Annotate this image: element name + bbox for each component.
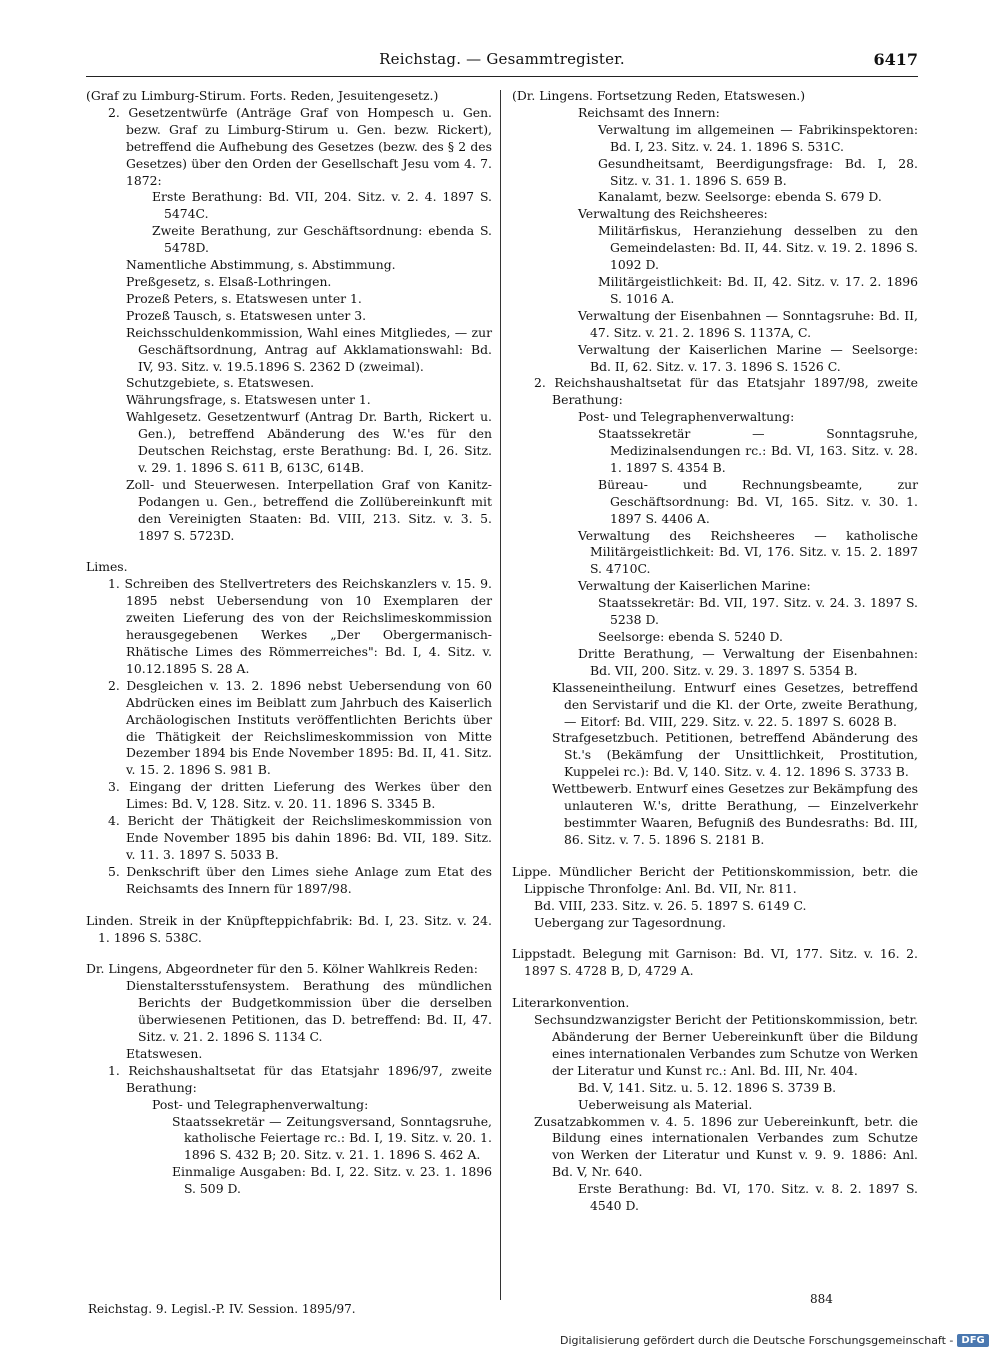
index-entry: Ueberweisung als Material. (578, 1096, 753, 1112)
index-entry: Linden. Streik in der Knüpfteppichfabrik: Bd. I, 23. Sitz. v. 24. 1. 1896 S. 538C. (86, 912, 492, 945)
index-entry: Bd. VIII, 233. Sitz. v. 26. 5. 1897 S. 6149 C. (534, 897, 807, 913)
index-entry: 2. Gesetzentwürfe (Anträge Graf von Hompesch u. Gen. bezw. Graf zu Limburg-Stirum u. Gen. bezw. Rickert), betreffend die Aufhebung des Gesetzes (bezw. des § 2 des Gesetzes) über den Orden der Gesellschaft Jesu vom 4. 7. 1872: (108, 104, 492, 188)
index-entry: Verwaltung der Kaiserlichen Marine: (578, 578, 811, 594)
dfg-logo: DFG (957, 1334, 988, 1347)
index-entry: Bd. V, 141. Sitz. u. 5. 12. 1896 S. 3739 B. (578, 1079, 837, 1095)
index-entry: Militärgeistlichkeit: Bd. II, 42. Sitz. v. 17. 2. 1896 S. 1016 A. (598, 273, 918, 306)
index-entry: Zoll- und Steuerwesen. Interpellation Graf von Kanitz-Podangen u. Gen., betreffend die Zollübereinkunft mit den Vereinigten Staaten: Bd. VIII, 213. Sitz. v. 3. 5. 1897 S. 5723D. (126, 476, 492, 543)
index-entry: Kanalamt, bezw. Seelsorge: ebenda S. 679 D. (598, 189, 882, 205)
index-entry: Etatswesen. (126, 1045, 203, 1061)
index-entry: Reichsschuldenkommission, Wahl eines Mitgliedes, — zur Geschäftsordnung, Antrag auf Akklamationswahl: Bd. IV, 93. Sitz. v. 19.5.1896 S. 2362 D (zweimal). (126, 324, 492, 374)
index-entry: 3. Eingang der dritten Lieferung des Werkes über den Limes: Bd. V, 128. Sitz. v. 20. 11. 1896 S. 3345 B. (108, 779, 492, 812)
index-entry: Verwaltung des Reichsheeres: (578, 206, 768, 222)
index-entry: Gesundheitsamt, Beerdigungsfrage: Bd. I, 28. Sitz. v. 31. 1. 1896 S. 659 B. (598, 155, 918, 188)
footer-sheet-number: 884 (810, 1292, 833, 1306)
index-entry: Post- und Telegraphenverwaltung: (578, 409, 795, 425)
index-entry: Post- und Telegraphenverwaltung: (152, 1096, 369, 1112)
index-entry: Verwaltung im allgemeinen — Fabrikinspektoren: Bd. I, 23. Sitz. v. 24. 1. 1896 S. 531C. (598, 121, 918, 154)
index-entry: Wahlgesetz. Gesetzentwurf (Antrag Dr. Barth, Rickert u. Gen.), betreffend Abänderung des W.'es für den Deutschen Reichstag, erste Berathung: Bd. I, 26. Sitz. v. 29. 1. 1896 S. 611 B, 613C, 614B. (126, 409, 492, 475)
index-entry: Preßgesetz, s. Elsaß-Lothringen. (126, 273, 332, 289)
index-entry: Uebergang zur Tagesordnung. (534, 914, 726, 930)
index-entry: Literarkonvention. (512, 995, 630, 1011)
index-entry: Zusatzabkommen v. 4. 5. 1896 zur Uebereinkunft, betr. die Bildung eines internationalen Verbandes zum Schutze von Werken der Literatur und Kunst v. 9. 9. 1886: Anl. Bd. V, Nr. 640. (534, 1113, 918, 1180)
left-column (86, 88, 492, 1198)
index-entry: 5. Denkschrift über den Limes siehe Anlage zum Etat des Reichsamts des Innern für 1897/98. (108, 863, 492, 896)
page-number: 6417 (873, 50, 918, 69)
index-entry: Dienstaltersstufensystem. Berathung des mündlichen Berichts der Budgetkommission über die derselben überwiesenen Petitionen, das D. betreffend: Bd. II, 47. Sitz. v. 21. 2. 1896 S. 1134 C. (126, 978, 492, 1045)
index-entry: Klasseneintheilung. Entwurf eines Gesetzes, betreffend den Servistarif und die Kl. der Orte, zweite Berathung, — Eitorf: Bd. VIII, 229. Sitz. v. 22. 5. 1897 S. 6028 B. (552, 679, 918, 729)
index-entry: Verwaltung der Kaiserlichen Marine — Seelsorge: Bd. II, 62. Sitz. v. 17. 3. 1896 S. 1526 C. (578, 341, 918, 374)
credit-text: Digitalisierung gefördert durch die Deutsche Forschungsgemeinschaft - (560, 1334, 954, 1347)
digitization-credit (560, 1334, 989, 1347)
index-entry: Prozeß Peters, s. Etatswesen unter 1. (126, 290, 362, 306)
index-entry: (Dr. Lingens. Fortsetzung Reden, Etatswesen.) (512, 88, 806, 103)
index-entry: Namentliche Abstimmung, s. Abstimmung. (126, 257, 396, 273)
column-divider (500, 90, 501, 1300)
index-entry: Einmalige Ausgaben: Bd. I, 22. Sitz. v. 23. 1. 1896 S. 509 D. (172, 1164, 492, 1197)
index-entry: Erste Berathung: Bd. VII, 204. Sitz. v. 2. 4. 1897 S. 5474C. (152, 189, 492, 222)
footer-imprint: Reichstag. 9. Legisl.-P. IV. Session. 1895/97. (88, 1302, 356, 1316)
index-entry: Wettbewerb. Entwurf eines Gesetzes zur Bekämpfung des unlauteren W.'s, dritte Berathung, — Einzelverkehr bestimmter Waaren, Befugniß des Bundesraths: Bd. III, 86. Sitz. v. 7. 5. 1896 S. 2181 B. (552, 781, 918, 847)
running-title: Reichstag. — Gesammtregister. (379, 50, 625, 68)
index-entry: Schutzgebiete, s. Etatswesen. (126, 375, 315, 391)
index-entry: Lippe. Mündlicher Bericht der Petitionskommission, betr. die Lippische Thronfolge: Anl. Bd. VII, Nr. 811. (512, 863, 918, 896)
index-entry: Verwaltung der Eisenbahnen — Sonntagsruhe: Bd. II, 47. Sitz. v. 21. 2. 1896 S. 1137A, C. (578, 307, 918, 340)
index-entry: Dr. Lingens, Abgeordneter für den 5. Kölner Wahlkreis Reden: (86, 961, 478, 977)
index-entry: Lippstadt. Belegung mit Garnison: Bd. VI, 177. Sitz. v. 16. 2. 1897 S. 4728 B, D, 4729 A. (512, 946, 918, 979)
index-entry: Limes. (86, 559, 128, 575)
index-entry: Zweite Berathung, zur Geschäftsordnung: ebenda S. 5478D. (152, 223, 492, 256)
running-header (86, 46, 918, 77)
right-column (512, 88, 918, 1215)
index-entry: Staatssekretär — Zeitungsversand, Sonntagsruhe, katholische Feiertage rc.: Bd. I, 19. Sitz. v. 20. 1. 1896 S. 432 B; 20. Sitz. v. 21. 1. 1896 S. 462 A. (172, 1113, 492, 1163)
index-entry: Staatssekretär — Sonntagsruhe, Medizinalsendungen rc.: Bd. VI, 163. Sitz. v. 28. 1. 1897 S. 4354 B. (598, 426, 918, 475)
index-entry: Reichsamt des Innern: (578, 104, 720, 120)
index-entry: Prozeß Tausch, s. Etatswesen unter 3. (126, 307, 367, 323)
index-entry: (Graf zu Limburg-Stirum. Forts. Reden, Jesuitengesetz.) (86, 88, 439, 103)
index-entry: 2. Reichshaushaltsetat für das Etatsjahr 1897/98, zweite Berathung: (534, 375, 918, 408)
index-entry: Militärfiskus, Heranziehung desselben zu den Gemeindelasten: Bd. II, 44. Sitz. v. 19. 2. 1896 S. 1092 D. (598, 223, 918, 273)
index-entry: 1. Schreiben des Stellvertreters des Reichskanzlers v. 15. 9. 1895 nebst Uebersendung von 10 Exemplaren der zweiten Lieferung des von der Reichslimeskommission herausgegebenen Werkes „Der Obergermanisch-Rhätische Limes des Römmerreiches": Bd. I, 4. Sitz. v. 10.12.1895 S. 28 A. (108, 576, 492, 676)
index-entry: Büreau- und Rechnungsbeamte, zur Geschäftsordnung: Bd. VI, 165. Sitz. v. 30. 1. 1897 S. 4406 A. (598, 476, 918, 526)
index-entry: Strafgesetzbuch. Petitionen, betreffend Abänderung des St.'s (Bekämfung der Unsittlichkeit, Prostitution, Kuppelei rc.): Bd. V, 140. Sitz. v. 4. 12. 1896 S. 3733 B. (552, 730, 918, 780)
index-entry: 2. Desgleichen v. 13. 2. 1896 nebst Uebersendung von 60 Abdrücken eines im Beiblatt zum Jahrbuch des Kaiserlich Archäologischen Instituts veröffentlichten Berichts über die Thätigkeit der Reichslimeskommission von Mitte Dezember 1894 bis Ende November 1895: Bd. II, 41. Sitz. v. 15. 2. 1896 S. 981 B. (108, 677, 492, 778)
index-entry: Erste Berathung: Bd. VI, 170. Sitz. v. 8. 2. 1897 S. 4540 D. (578, 1181, 918, 1214)
index-entry: 1. Reichshaushaltsetat für das Etatsjahr 1896/97, zweite Berathung: (108, 1062, 492, 1095)
index-entry: 4. Bericht der Thätigkeit der Reichslimeskommission von Ende November 1895 bis dahin 1896: Bd. VII, 189. Sitz. v. 11. 3. 1897 S. 5033 B. (108, 813, 492, 862)
index-entry: Sechsundzwanzigster Bericht der Petitionskommission, betr. Abänderung der Berner Uebereinkunft über die Bildung eines internationalen Verbandes zum Schutze von Werken der Literatur und Kunst rc.: Anl. Bd. III, Nr. 404. (534, 1012, 918, 1078)
index-entry: Staatssekretär: Bd. VII, 197. Sitz. v. 24. 3. 1897 S. 5238 D. (598, 595, 918, 628)
index-entry: Seelsorge: ebenda S. 5240 D. (598, 629, 783, 644)
index-entry: Währungsfrage, s. Etatswesen unter 1. (126, 392, 371, 408)
index-entry: Verwaltung des Reichsheeres — katholische Militärgeistlichkeit: Bd. VI, 176. Sitz. v. 15. 2. 1897 S. 4710C. (578, 527, 918, 577)
index-entry: Dritte Berathung, — Verwaltung der Eisenbahnen: Bd. VII, 200. Sitz. v. 29. 3. 1897 S. 5354 B. (578, 645, 918, 678)
